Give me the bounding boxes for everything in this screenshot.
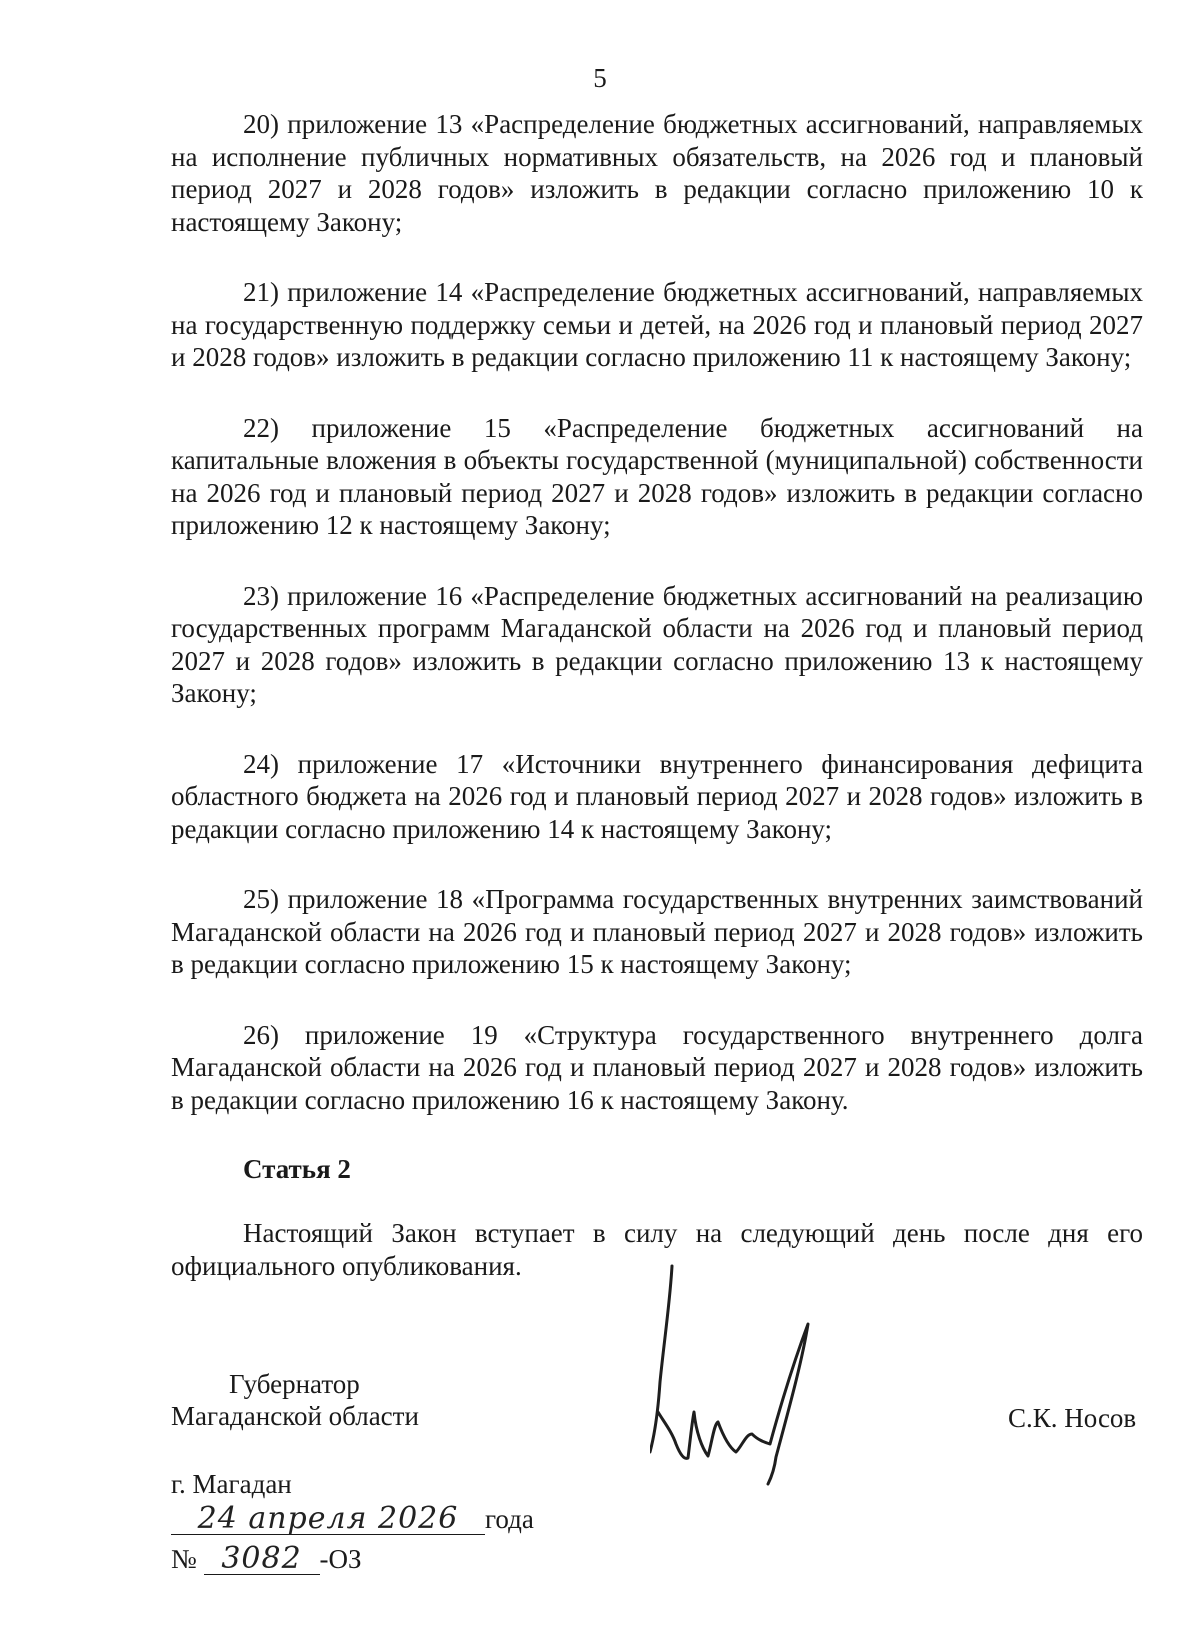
paragraph-22: 22) приложение 15 «Распределение бюджетных ассигнований на капитальные вложения в объекты государственной (муниципальной) собственности на 2026 год и плановый период 2027 и 2028 годов» изложить в редакции согласно приложению 12 к настоящему Закону; [171,412,1143,540]
law-number-suffix: -ОЗ [319,1544,362,1574]
paragraph-26: 26) приложение 19 «Структура государственного внутреннего долга Магаданской области на 2026 год и плановый период 2027 и 2028 годов» изложить в редакции согласно приложению 16 к настоящему Закону. [171,1019,1143,1115]
place: г. Магадан [171,1469,292,1499]
signatory-title-line2: Магаданской области [171,1401,419,1431]
paragraph-23: 23) приложение 16 «Распределение бюджетных ассигнований на реализацию государственных программ Магаданской области на 2026 год и плановый период 2027 и 2028 годов» изложить в редакции согласно приложению 13 к настоящему Закону; [171,580,1143,708]
paragraph-20: 20) приложение 13 «Распределение бюджетных ассигнований, направляемых на исполнение публичных нормативных обязательств, на 2026 год и плановый период 2027 и 2028 годов» изложить в редакции согласно приложению 10 к настоящему Закону; [171,109,1143,237]
handwritten-date: 24 апреля 2026 [197,1501,459,1536]
date-blank [171,1501,485,1536]
signatory-title [171,1368,419,1432]
page-number: 5 [593,63,607,93]
date-suffix: года [485,1504,534,1534]
handwritten-signature [650,1262,850,1492]
signatory-title-line1: Губернатор [229,1369,360,1399]
article-text: Настоящий Закон вступает в силу на следующий день после дня его официального опубликования. [171,1218,1143,1281]
paragraph-25: 25) приложение 18 «Программа государственных внутренних заимствований Магаданской области на 2026 год и плановый период 2027 и 2028 годов» изложить в редакции согласно приложению 15 к настоящему Закону; [171,884,1143,979]
signatory-name: С.К. Носов [1008,1403,1137,1433]
handwritten-law-number: 3082 [221,1541,302,1576]
paragraph-21: 21) приложение 14 «Распределение бюджетных ассигнований, направляемых на государственную поддержку семьи и детей, на 2026 год и плановый период 2027 и 2028 годов» изложить в редакции согласно приложению 11 к настоящему Закону; [171,277,1143,372]
law-number-line [171,1540,362,1578]
date-line [171,1500,534,1538]
law-number-prefix: № [171,1544,197,1574]
paragraph-24: 24) приложение 17 «Источники внутреннего финансирования дефицита областного бюджета на 2026 год и плановый период 2027 и 2028 годов» изложить в редакции согласно приложению 14 к настоящему Закону; [171,748,1143,844]
document-body [171,108,1143,1320]
law-number-blank [204,1541,320,1576]
article-title: Статья 2 [243,1154,351,1184]
